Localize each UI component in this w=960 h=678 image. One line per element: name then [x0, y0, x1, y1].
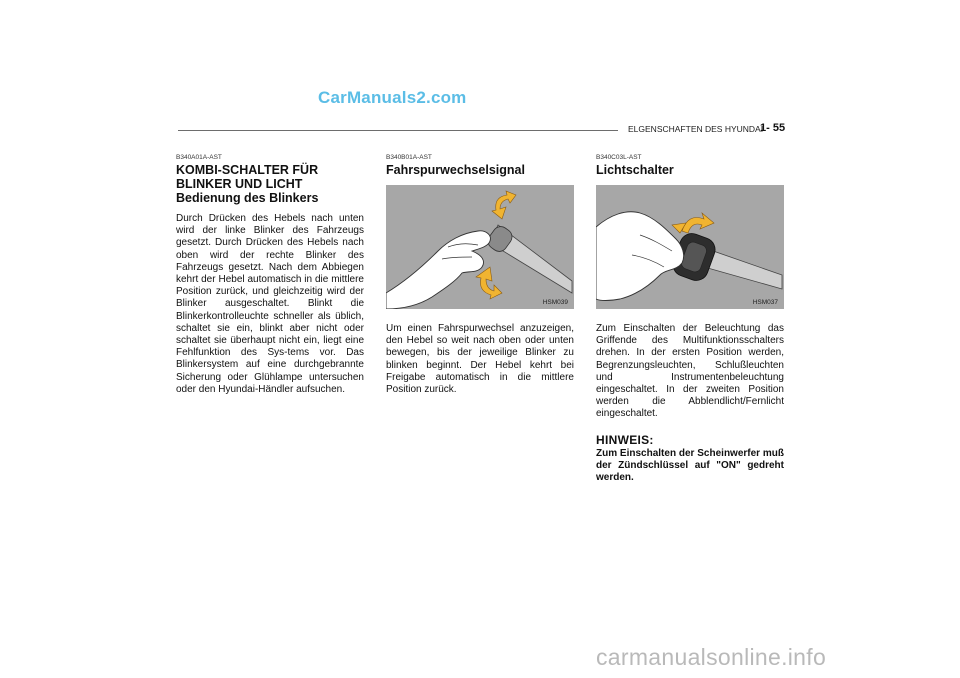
column-blinker [176, 154, 364, 396]
section-heading: Fahrspurwechselsignal [386, 163, 525, 177]
figure-code: HSM037 [752, 299, 778, 306]
section-heading-line2: BLINKER UND LICHT [176, 177, 303, 191]
body-paragraph: Zum Einschalten der Beleuchtung das Griffende des Multifunktionsschalters drehen. In der ersten Position werden, Begrenzungsleuchten, Schlußleuchten und Instrumentenbeleuchtung eingeschaltet. In der zweiten Position werden die Abblendlicht/Fernlicht eingeschaltet. [596, 323, 784, 420]
body-paragraph: Durch Drücken des Hebels nach unten wird der linke Blinker des Fahrzeugs gesetzt. Durch Drücken des Hebels nach oben wird der rechte Blinker des Fahrzeugs gesetzt. Nach dem Abbiegen kehrt der Hebel automatisch in die mittlere Position zurück, und gleichzeitig wird der Blinker ausgeschaltet. Blinkt die Blinkerkontrolleuchte schneller als üblich, schaltet sie ein, blinkt aber nicht oder schaltet sie überhaupt nicht ein, liegt eine Fehlfunktion des Sys-tems vor. Das Blinkersystem auf eine durchgebrannte Sicherung oder Glühlampe untersuchen oder den Hyundai-Händler aufsuchen. [176, 213, 364, 395]
body-paragraph: Um einen Fahrspurwechsel anzuzeigen, den Hebel so weit nach oben oder unten bewegen, bis der jeweilige Blinker zu blinken beginnt. Der Hebel kehrt bei Freigabe automatisch in die mittlere Position zurück. [386, 323, 574, 396]
lever-hand-illustration [386, 185, 574, 309]
section-heading-line1: KOMBI-SCHALTER FÜR [176, 163, 319, 177]
header-rule [178, 130, 618, 131]
figure-light-switch-illustration [596, 185, 784, 309]
section-code: B340A01A-AST [176, 154, 222, 161]
note-text: Zum Einschalten der Scheinwerfer muß der Zündschlüssel auf "ON" gedreht werden. [596, 447, 784, 484]
figure-code: HSM039 [542, 299, 568, 306]
section-subheading: Bedienung des Blinkers [176, 191, 319, 205]
watermark-carmanualsonline[interactable]: carmanualsonline.info [596, 644, 827, 670]
page-number: 1- 55 [760, 122, 786, 134]
light-switch-hand-illustration [596, 185, 784, 309]
column-lane-change [386, 154, 574, 396]
note-heading: HINWEIS: [596, 432, 654, 447]
section-heading: Lichtschalter [596, 163, 674, 177]
figure-lever-illustration [386, 185, 574, 309]
section-title: ELGENSCHAFTEN DES HYUNDAI [628, 124, 764, 134]
watermark-carmanuals2[interactable]: CarManuals2.com [318, 88, 467, 107]
section-code: B340C03L-AST [596, 154, 642, 161]
section-code: B340B01A-AST [386, 154, 432, 161]
column-light-switch [596, 154, 784, 484]
